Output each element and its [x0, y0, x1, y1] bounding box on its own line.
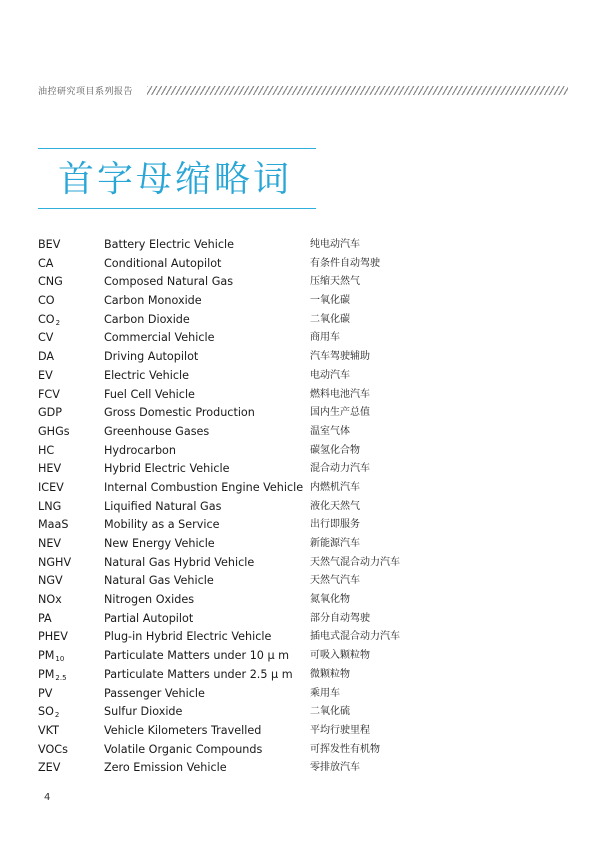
- list-item: [38, 628, 578, 647]
- abbreviation-text: PA: [38, 611, 52, 625]
- abbreviation-text: GDP: [38, 406, 63, 420]
- english-term: Sulfur Dioxide: [104, 705, 183, 719]
- abbreviation: [38, 292, 55, 311]
- chinese-term: 国内生产总值: [310, 407, 370, 419]
- list-item: [38, 741, 578, 760]
- chinese-term: 汽车驾驶辅助: [310, 351, 370, 363]
- abbreviation-text: PM: [38, 667, 55, 681]
- list-item: [38, 329, 578, 348]
- abbreviation: [38, 348, 54, 367]
- abbreviation-text: ZEV: [38, 761, 61, 775]
- chinese-term: 可挥发性有机物: [310, 743, 380, 755]
- english-term: Vehicle Kilometers Travelled: [104, 723, 262, 737]
- english-term: Carbon Monoxide: [104, 294, 202, 308]
- list-item: [38, 498, 578, 517]
- abbreviation-text: EV: [38, 368, 53, 382]
- chinese-term: 温室气体: [310, 425, 350, 437]
- english-term: Greenhouse Gases: [104, 424, 210, 438]
- page-header: [38, 82, 568, 98]
- english-term: Commercial Vehicle: [104, 331, 215, 345]
- english-term: Plug-in Hybrid Electric Vehicle: [104, 630, 272, 644]
- list-item: [38, 647, 578, 666]
- chinese-term: 平均行驶里程: [310, 724, 370, 736]
- abbreviation-subscript: 10: [55, 655, 65, 664]
- abbreviation: [38, 647, 64, 667]
- chinese-term: 碳氢化合物: [310, 444, 360, 456]
- abbreviation: [38, 460, 61, 479]
- list-item: [38, 423, 578, 442]
- chinese-term: 微颗粒物: [310, 668, 350, 680]
- abbreviation: [38, 311, 60, 331]
- english-term: Internal Combustion Engine Vehicle: [104, 480, 304, 494]
- chinese-term: 零排放汽车: [310, 762, 360, 774]
- abbreviation: [38, 610, 52, 629]
- list-item: [38, 292, 578, 311]
- chinese-term: 内燃机汽车: [310, 481, 360, 493]
- english-term: Composed Natural Gas: [104, 275, 234, 289]
- abbreviation: [38, 386, 60, 405]
- abbreviation-subscript: 2: [54, 711, 60, 720]
- series-title: 油控研究项目系列报告: [38, 86, 134, 97]
- list-item: [38, 479, 578, 498]
- list-item: [38, 516, 578, 535]
- abbreviation: [38, 236, 60, 255]
- abbreviation-text: GHGs: [38, 424, 70, 438]
- abbreviation: [38, 554, 71, 573]
- english-term: Hydrocarbon: [104, 443, 176, 457]
- abbreviation-text: CO: [38, 294, 55, 308]
- chinese-term: 乘用车: [310, 687, 340, 699]
- abbreviation-text: PM: [38, 649, 55, 663]
- abbreviation-text: CO: [38, 312, 55, 326]
- title-rule-bottom: [38, 208, 316, 209]
- header-hatch-decoration: [147, 86, 568, 95]
- chinese-term: 液化天然气: [310, 500, 360, 512]
- list-item: [38, 722, 578, 741]
- chinese-term: 纯电动汽车: [310, 239, 360, 250]
- abbreviation-text: DA: [38, 350, 55, 364]
- abbreviation: [38, 759, 60, 778]
- english-term: Nitrogen Oxides: [104, 593, 195, 607]
- abbreviation-text: ICEV: [38, 480, 64, 494]
- chinese-term: 新能源汽车: [310, 538, 360, 549]
- abbreviation-text: NEV: [38, 537, 62, 550]
- chinese-term: 天然气混合动力汽车: [310, 556, 400, 568]
- abbreviation: [38, 535, 61, 554]
- chinese-term: 二氧化碳: [310, 313, 350, 325]
- english-term: Volatile Organic Compounds: [104, 742, 263, 756]
- abbreviation: [38, 572, 63, 591]
- chinese-term: 一氧化碳: [310, 295, 350, 307]
- english-term: Conditional Autopilot: [104, 256, 222, 270]
- abbreviation: [38, 741, 68, 760]
- chinese-term: 氮氧化物: [310, 594, 350, 606]
- abbreviation-text: HEV: [38, 462, 62, 476]
- chinese-term: 可吸入颗粒物: [310, 650, 370, 662]
- english-term: Driving Autopilot: [104, 350, 199, 364]
- chinese-term: 商用车: [310, 332, 340, 344]
- abbreviation: [38, 703, 59, 723]
- english-term: Mobility as a Service: [104, 518, 220, 532]
- chinese-term: 有条件自动驾驶: [310, 257, 380, 269]
- list-item: [38, 703, 578, 722]
- abbreviation: [38, 685, 52, 704]
- chinese-term: 燃料电池汽车: [310, 388, 370, 400]
- abbreviation-text: NOx: [38, 593, 62, 607]
- abbreviation: [38, 591, 62, 610]
- chinese-term: 出行即服务: [310, 519, 360, 531]
- abbreviation: [38, 404, 62, 423]
- list-item: [38, 666, 578, 685]
- list-item: [38, 460, 578, 479]
- chinese-term: 电动汽车: [310, 369, 350, 381]
- english-term: New Energy Vehicle: [104, 537, 215, 550]
- abbreviation-text: LNG: [38, 499, 62, 513]
- page-title: 首字母缩略词: [58, 159, 293, 200]
- english-term: Passenger Vehicle: [104, 686, 205, 700]
- abbreviation-subscript: 2: [55, 318, 61, 327]
- abbreviation: [38, 442, 54, 461]
- abbreviation-list: [38, 236, 578, 778]
- english-term: Particulate Matters under 10 μ m: [104, 649, 290, 663]
- abbreviation-subscript: 2.5: [55, 673, 67, 682]
- abbreviation: [38, 329, 53, 348]
- abbreviation: [38, 666, 67, 686]
- list-item: [38, 273, 578, 292]
- list-item: [38, 759, 578, 778]
- abbreviation-text: CNG: [38, 275, 63, 289]
- abbreviation-text: FCV: [38, 387, 60, 401]
- english-term: Hybrid Electric Vehicle: [104, 462, 230, 476]
- list-item: [38, 255, 578, 274]
- abbreviation-text: CV: [38, 331, 54, 345]
- list-item: [38, 367, 578, 386]
- abbreviation: [38, 498, 61, 517]
- chinese-term: 压缩天然气: [310, 276, 360, 288]
- chinese-term: 部分自动驾驶: [310, 612, 370, 624]
- abbreviation: [38, 367, 53, 386]
- abbreviation-text: VOCs: [38, 742, 68, 756]
- list-item: [38, 386, 578, 405]
- abbreviation-text: SO: [38, 705, 54, 719]
- english-term: Fuel Cell Vehicle: [104, 387, 195, 401]
- list-item: [38, 572, 578, 591]
- english-term: Electric Vehicle: [104, 368, 190, 382]
- list-item: [38, 311, 578, 330]
- abbreviation-text: NGV: [38, 574, 63, 588]
- english-term: Natural Gas Vehicle: [104, 574, 214, 588]
- abbreviation: [38, 423, 70, 442]
- abbreviation-text: NGHV: [38, 555, 72, 569]
- list-item: [38, 591, 578, 610]
- list-item: [38, 442, 578, 461]
- list-item: [38, 236, 578, 255]
- abbreviation: [38, 516, 68, 535]
- list-item: [38, 685, 578, 704]
- abbreviation: [38, 628, 68, 647]
- chinese-term: 天然气汽车: [310, 575, 360, 587]
- english-term: Gross Domestic Production: [104, 406, 255, 420]
- abbreviation: [38, 479, 64, 498]
- title-rule-top: [38, 148, 316, 149]
- page-number: 4: [44, 792, 51, 803]
- english-term: Partial Autopilot: [104, 611, 194, 625]
- abbreviation-text: CA: [38, 256, 54, 270]
- abbreviation-text: PV: [38, 686, 53, 700]
- english-term: Natural Gas Hybrid Vehicle: [104, 555, 255, 569]
- english-term: Liquified Natural Gas: [104, 499, 222, 513]
- list-item: [38, 610, 578, 629]
- english-term: Carbon Dioxide: [104, 312, 190, 326]
- chinese-term: 插电式混合动力汽车: [310, 631, 400, 643]
- abbreviation-text: PHEV: [38, 630, 68, 644]
- abbreviation: [38, 273, 63, 292]
- list-item: [38, 535, 578, 554]
- english-term: Particulate Matters under 2.5 μ m: [104, 667, 293, 681]
- list-item: [38, 348, 578, 367]
- abbreviation-text: HC: [38, 443, 55, 457]
- abbreviation: [38, 722, 59, 741]
- chinese-term: 二氧化硫: [310, 706, 350, 718]
- chinese-term: 混合动力汽车: [310, 463, 370, 475]
- english-term: Battery Electric Vehicle: [104, 238, 234, 251]
- english-term: Zero Emission Vehicle: [104, 761, 227, 775]
- abbreviation: [38, 255, 53, 274]
- abbreviation-text: BEV: [38, 238, 61, 251]
- abbreviation-text: VKT: [38, 723, 59, 737]
- list-item: [38, 554, 578, 573]
- list-item: [38, 404, 578, 423]
- abbreviation-text: MaaS: [38, 518, 69, 532]
